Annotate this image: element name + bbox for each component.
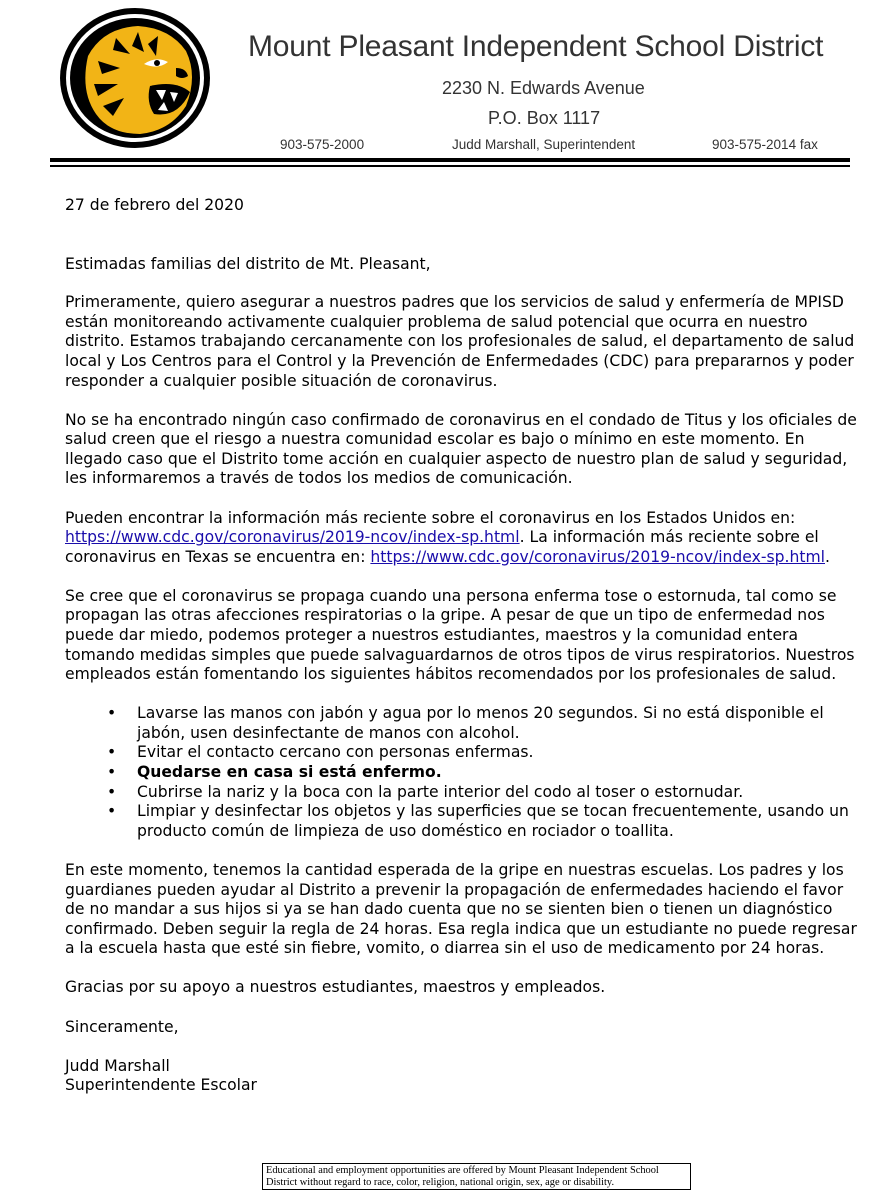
closing: Sinceramente, <box>65 1017 179 1036</box>
district-name: Mount Pleasant Independent School District <box>248 30 824 63</box>
superintendent-line: Judd Marshall, Superintendent <box>452 137 636 152</box>
bullet-icon: • <box>107 743 117 762</box>
address-line-1: 2230 N. Edwards Avenue <box>442 78 645 98</box>
list-item <box>107 763 865 783</box>
list-item-text: Lavarse las manos con jabón y agua por lo menos 20 segundos. Si no está disponible el jabón, usen desinfectante de manos con alcohol. <box>137 704 824 742</box>
resources-text-3: . <box>825 547 830 566</box>
paragraph-prevention: Se cree que el coronavirus se propaga cuando una persona enferma tose o estornuda, tal como se propagan las otras afecciones respiratorias o la gripe. A pesar de que un tipo de enfermedad nos puede dar miedo, podemos proteger a nuestros estudiantes, maestros y la comunidad entera tomando medidas simples que puede salvaguardarnos de otros tipos de virus respiratorios. Nuestros empleados están fomentando los siguientes hábitos recomendados por los profesionales de salud. <box>65 586 855 684</box>
resources-text-2: . La información más reciente sobre el coronavirus en Texas se encuentra en: <box>65 528 819 566</box>
list-item-text: Limpiar y desinfectar los objetos y las superficies que se tocan frecuentemente, usando un producto común de limpieza de uso doméstico en rociador o toallita. <box>137 802 849 840</box>
health-habits-list <box>65 704 865 841</box>
address-line-2: P.O. Box 1117 <box>488 108 601 128</box>
list-item <box>107 782 865 803</box>
bullet-icon: • <box>107 802 117 821</box>
list-item-text: Cubrirse la nariz y la boca con la parte interior del codo al toser o estornudar. <box>137 782 744 801</box>
signer-title: Superintendente Escolar <box>65 1076 257 1095</box>
list-item <box>107 802 865 841</box>
letterhead-divider-thin <box>50 165 850 167</box>
letter-body <box>65 196 865 1096</box>
phone-number: 903-575-2000 <box>280 137 365 152</box>
paragraph-status: No se ha encontrado ningún caso confirmado de coronavirus en el condado de Titus y los oficiales de salud creen que el riesgo a nuestra comunidad escolar es bajo o mínimo en este momento. En llegado caso que el Distrito tome acción en cualquier aspecto de nuestro plan de salud y seguridad, les informaremos a través de todos los medios de comunicación. <box>65 410 857 488</box>
signer-name: Judd Marshall <box>65 1056 170 1075</box>
fax-number: 903-575-2014 fax <box>712 137 818 152</box>
equal-opportunity-notice: Educational and employment opportunities are offered by Mount Pleasant Independent School District without regard to race, color, religion, national origin, sex, age or disability. <box>262 1163 691 1190</box>
bullet-icon: • <box>107 763 117 782</box>
bullet-icon: • <box>107 782 117 801</box>
paragraph-resources <box>65 509 865 568</box>
letter-date: 27 de febrero del 2020 <box>65 196 244 214</box>
salutation: Estimadas familias del distrito de Mt. Pleasant, <box>65 254 431 273</box>
paragraph-flu-policy: En este momento, tenemos la cantidad esperada de la gripe en nuestras escuelas. Los padres y los guardianes pueden ayudar al Distrito a prevenir la propagación de enfermedades haciendo el favor de no mandar a sus hijos si ya se han dado cuenta que no se sienten bien o tienen un diagnóstico confirmado. Deben seguir la regla de 24 horas. Esa regla indica que un estudiante no puede regresar a la escuela hasta que esté sin fiebre, vomito, o diarrea sin el uso de medicamento por 24 horas. <box>65 860 857 958</box>
list-item <box>107 704 865 743</box>
paragraph-thanks: Gracias por su apoyo a nuestros estudiantes, maestros y empleados. <box>65 978 606 997</box>
list-item <box>107 743 865 763</box>
cdc-link-texas[interactable]: https://www.cdc.gov/coronavirus/2019-ncov/index-sp.html <box>370 547 825 566</box>
tiger-head-logo <box>58 6 213 151</box>
list-item-text: Quedarse en casa si está enfermo. <box>137 763 442 782</box>
resources-text-1: Pueden encontrar la información más reciente sobre el coronavirus en los Estados Unidos en: <box>65 508 796 527</box>
list-item-text: Evitar el contacto cercano con personas enfermas. <box>137 743 534 762</box>
letterhead-divider-thick <box>50 158 850 162</box>
bullet-icon: • <box>107 704 117 723</box>
paragraph-intro: Primeramente, quiero asegurar a nuestros padres que los servicios de salud y enfermería de MPISD están monitoreando activamente cualquier problema de salud potencial que ocurra en nuestro distrito. Estamos trabajando cercanamente con los profesionales de salud, el departamento de salud local y Los Centros para el Control y la Prevención de Enfermedades (CDC) para prepararnos y poder responder a cualquier posible situación de coronavirus. <box>65 293 855 390</box>
cdc-link-us[interactable]: https://www.cdc.gov/coronavirus/2019-ncov/index-sp.html <box>65 528 520 547</box>
